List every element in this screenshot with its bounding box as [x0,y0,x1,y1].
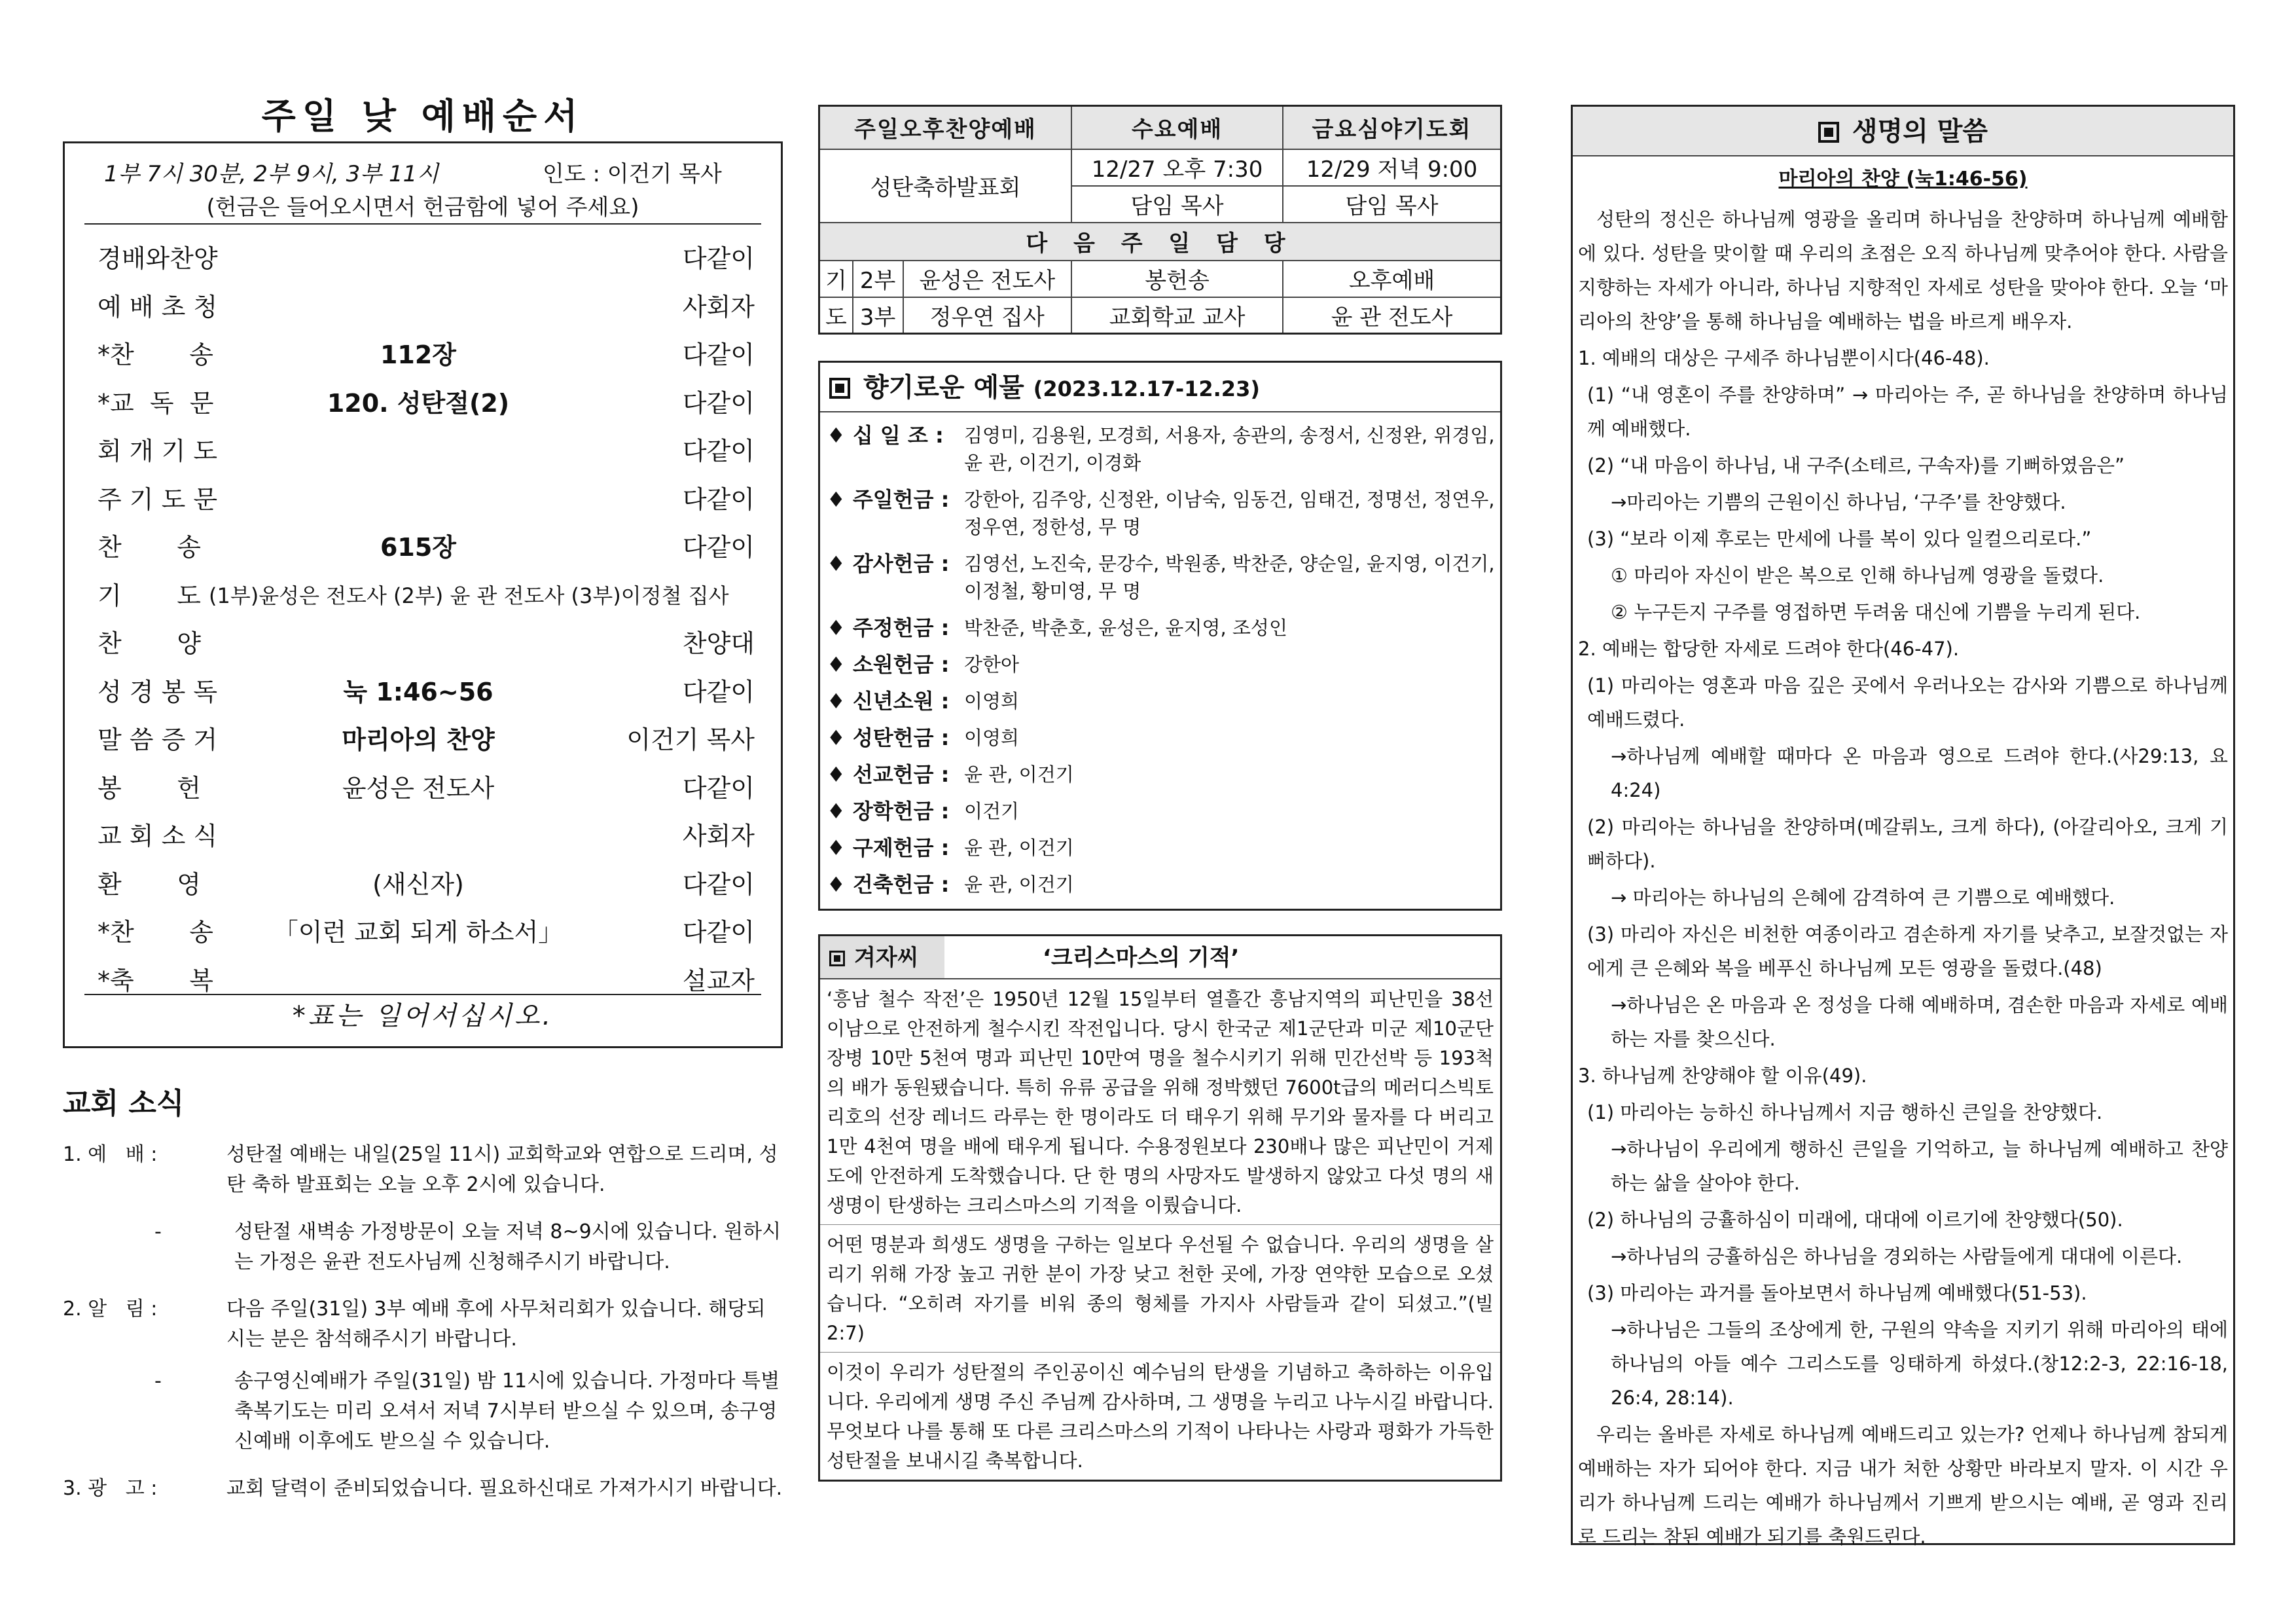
offering-row [820,866,1500,902]
news-item [63,1474,783,1504]
order-item-content: 112장 [380,340,457,369]
schedule-cell: 12/29 저녁 9:00 [1283,149,1501,186]
story-tag-text: 겨자씨 [854,945,919,971]
order-item-name: 환 영 [98,869,201,899]
news-item [63,1294,783,1355]
order-item-name: 경배와찬양 [98,244,218,273]
offering-row [820,829,1500,866]
offering-label: ♦ 장학헌금 : [827,799,950,824]
offering-label: ♦ 성탄헌금 : [827,725,950,750]
order-item-by: 사회자 [682,822,755,850]
offering-label: ♦ 소원헌금 : [827,652,950,677]
sermon-line: 성탄의 정신은 하나님께 영광을 올리며 하나님을 찬양하며 하나님께 예배함에 있다. 성탄을 맞이할 때 우리의 초점은 오직 하나님께 맞추어야 한다. 사람을 지향하는 자세가 아니라, 하나님 지향적인 자세로 성탄을 맞아야 한다. 오늘 ‘마리아의 찬양’을 통해 하나님을 예배하는 법을 바르게 배우자. [1578,208,2228,333]
offering-label: ♦ 신년소원 : [827,689,950,714]
order-row [84,572,761,621]
order-item-by: 이건기 목사 [626,725,755,754]
offerings-date: (2023.12.17-12.23) [1033,376,1260,401]
offerings-title [820,363,1500,412]
order-item-content: 윤성은 전도사 [342,773,495,803]
offering-names: 김영선, 노진숙, 문강수, 박원종, 박찬준, 양순일, 윤지영, 이건기, 이정철, 황미영, 무 명 [964,553,1495,602]
duty-service: 2부 [853,261,903,297]
story-title: ‘크리스마스의 기적’ [1043,945,1240,971]
order-item-content: 615장 [380,533,457,562]
offering-note: (헌금은 들어오시면서 헌금함에 넣어 주세요) [84,191,761,225]
sermon-subtitle: 마리아의 찬양 (눅1:46-56) [1778,168,2028,191]
sermon-line: 우리는 올바른 자세로 하나님께 예배드리고 있는가? 언제나 하나님께 참되게 예배하는 자가 되어야 한다. 지금 내가 처한 상황만 바라보지 말자. 이 시간 우리가 하나님께 드리는 예배가 하나님께서 기쁘게 받으시는 예배, 곧 영과 진리로 드리는 참된 예배가 되기를 축원드린다. [1578,1423,2228,1548]
order-item-by: 다같이 [682,340,755,369]
schedule-header: 수요예배 [1071,106,1283,149]
sermon-line: (2) “내 마음이 하나님, 내 구주(소테르, 구속자)를 기뻐하였음은” [1587,454,2125,477]
offering-names: 이영희 [964,690,1020,712]
offering-label: ♦ 건축헌금 : [827,872,950,897]
church-news-list [63,1140,783,1504]
offering-song-head: 봉헌송 [1071,261,1283,297]
offering-row [820,719,1500,756]
news-text: 송구영신예배가 주일(31일) 밤 11시에 있습니다. 가정마다 특별 축복기도는 미리 오셔서 저녁 7시부터 받으실 수 있으며, 송구영신예배 이후에도 받으실 수 있습니다. [234,1370,780,1453]
order-row [84,428,761,476]
order-row [84,524,761,572]
duty-person: 윤성은 전도사 [903,261,1071,297]
offering-label: ♦ 구제헌금 : [827,835,950,860]
sermon-line: (3) “보라 이제 후로는 만세에 나를 복이 있다 일컬으리로다.” [1587,528,2092,550]
offering-row [820,792,1500,829]
schedule-cell: 담임 목사 [1283,186,1501,223]
order-item-by: 다같이 [682,533,755,562]
sermon-line: → 마리아는 하나님의 은혜에 감격하여 큰 기쁨으로 예배했다. [1611,886,2115,909]
order-item-by: 다같이 [682,869,755,899]
order-row [84,331,761,380]
news-text: 성탄절 새벽송 가정방문이 오늘 저녁 8~9시에 있습니다. 원하시는 가정은 윤관 전도사님께 신청해주시기 바랍니다. [234,1220,781,1273]
worship-order-box [63,141,783,1048]
order-item-name: 성 경 봉 독 [98,677,218,706]
offering-song-person: 교회학교 교사 [1071,297,1283,334]
news-label: 3. 광 고 : [63,1477,158,1500]
offering-row [820,756,1500,792]
worship-order-column [63,92,783,1513]
order-item-content: 눅 1:46~56 [343,677,493,706]
sermon-line: (1) “내 영혼이 주를 찬양하며” → 마리아는 주, 곧 하나님을 찬양하며 하나님께 예배했다. [1587,384,2228,440]
sermon-line: →하나님은 온 마음과 온 정성을 다해 예배하며, 겸손한 마음과 자세로 예배하는 자를 찾으신다. [1611,994,2228,1050]
order-row [84,716,761,765]
order-item-name: *교 독 문 [98,388,214,418]
offering-names: 김영미, 김용원, 모경희, 서용자, 송관의, 송정서, 신정완, 위경임, 윤 관, 이건기, 이경화 [964,424,1495,474]
service-schedule-table [818,105,1502,335]
news-label: - [154,1220,162,1243]
offerings-list [820,412,1500,909]
sermon-body [1573,202,2233,1554]
order-item-content: 「이런 교회 되게 하소서」 [273,918,564,947]
square-bullet-icon [829,951,845,966]
offering-names: 윤 관, 이건기 [964,837,1074,859]
story-tag [820,936,944,978]
news-item [63,1217,783,1277]
square-bullet-icon [829,378,850,399]
order-item-name: 예 배 초 청 [98,292,218,321]
sermon-line: (1) 마리아는 능하신 하나님께서 지금 행하신 큰일을 찬양했다. [1587,1101,2103,1123]
order-row [84,476,761,524]
order-item-by: 다같이 [682,388,755,418]
sermon-line: ① 마리아 자신이 받은 복으로 인해 하나님께 영광을 돌렸다. [1611,564,2104,587]
news-item [63,1140,783,1200]
order-item-name: *축 복 [98,966,213,995]
order-item-by: 찬양대 [682,629,755,658]
schedule-column [818,105,1502,1482]
schedule-cell: 12/27 오후 7:30 [1071,149,1283,186]
offering-label: ♦ 주일헌금 : [827,487,950,512]
order-item-name: 교 회 소 식 [98,822,218,850]
order-item-content: (새신자) [372,869,464,899]
worship-order-list [84,235,761,1005]
offering-row [820,481,1500,545]
news-text: 교회 달력이 준비되었습니다. 필요하신대로 가져가시기 바랍니다. [226,1477,783,1500]
order-row [84,909,761,957]
sermon-line: (2) 하나님의 긍휼하심이 미래에, 대대에 이르기에 찬양했다(50). [1587,1209,2123,1231]
sermon-line: 2. 예배는 합당한 자세로 드려야 한다(46-47). [1578,638,1960,660]
offering-names: 이건기 [964,800,1020,822]
order-item-name: *찬 송 [98,340,213,369]
offering-row [820,646,1500,682]
worship-order-header [84,158,761,191]
worship-order-title: 주일 낮 예배순서 [261,96,584,137]
offering-row [820,545,1500,609]
news-text: 다음 주일(31일) 3부 예배 후에 사무처리회가 있습니다. 해당되시는 분은 참석해주시기 바랍니다. [226,1298,766,1351]
offering-label: ♦ 주정헌금 : [827,615,950,640]
order-item-by: 다같이 [682,773,755,803]
schedule-cell: 담임 목사 [1071,186,1283,223]
order-item-content: 마리아의 찬양 [342,725,495,754]
word-of-life-box [1571,105,2235,1548]
order-item-name: 말 씀 증 거 [98,725,218,754]
story-paragraph: 이것이 우리가 성탄절의 주인공이신 예수님의 탄생을 기념하고 축하하는 이유입니다. 우리에게 생명 주신 주님께 감사하며, 그 생명을 누리고 나누시길 바랍니다. 무엇보다 나를 통해 또 다른 크리스마스의 기적이 나타나는 사랑과 평화가 가득한 성탄절을 보내시길 축복합니다. [827,1361,1494,1472]
order-row [84,668,761,717]
church-news-title: 교회 소식 [63,1087,185,1120]
next-sunday-title: 다 음 주 일 담 당 [819,223,1501,261]
schedule-cell: 성탄축하발표회 [819,149,1072,223]
order-row [84,861,761,909]
mustard-seed-box [818,934,1502,1482]
sermon-line: →하나님은 그들의 조상에게 한, 구원의 약속을 지키기 위해 마리아의 태에 하나님의 아들 예수 그리스도를 잉태하게 하셨다.(창12:2-3, 22:16-18, 26:4, 28:14). [1611,1319,2228,1409]
offering-label: ♦ 선교헌금 : [827,762,950,787]
offerings-title-text: 향기로운 예물 [863,373,1024,403]
service-times: 1부 7시 30분, 2부 9시, 3부 11시 [104,161,439,187]
duty-label: 기 [819,261,853,297]
order-row [84,235,761,283]
offering-names: 이영희 [964,727,1020,749]
sermon-line: 1. 예배의 대상은 구세주 하나님뿐이시다(46-48). [1578,347,1990,369]
order-item-name: *찬 송 [98,918,213,947]
sermon-line: ② 누구든지 구주를 영접하면 두려움 대신에 기쁨을 누리게 된다. [1611,601,2141,623]
offering-names: 윤 관, 이건기 [964,873,1074,896]
sermon-line: →하나님의 긍휼하심은 하나님을 경외하는 사람들에게 대대에 이른다. [1611,1245,2183,1267]
offering-names: 윤 관, 이건기 [964,763,1074,786]
offerings-box [818,361,1502,911]
order-item-name: 주 기 도 문 [98,484,218,514]
sermon-line: (3) 마리아 자신은 비천한 여종이라고 겸손하게 자기를 낮추고, 보잘것없는 자에게 큰 은혜와 복을 베푸신 하나님께 모든 영광을 돌렸다.(48) [1587,923,2228,979]
news-item [63,1366,783,1457]
offering-row [820,609,1500,646]
order-item-by: 다같이 [682,437,755,465]
square-bullet-icon [1818,122,1839,143]
order-item-by: 다같이 [682,677,755,706]
order-item-name: 기 도 [98,581,201,610]
order-item-by: 다같이 [682,244,755,273]
order-item-name: 찬 양 [98,629,201,658]
news-label: - [154,1370,162,1393]
afternoon-service-head: 오후예배 [1283,261,1501,297]
sermon-line: (2) 마리아는 하나님을 찬양하며(메갈뤼노, 크게 하다), (아갈리아오, 크게 기뻐하다). [1587,816,2228,872]
sermon-line: (1) 마리아는 영혼과 마음 깊은 곳에서 우러나오는 감사와 기쁨으로 하나님께 예배드렸다. [1587,674,2228,731]
news-label: 1. 예 배 : [63,1143,158,1166]
word-title-text: 생명의 말씀 [1852,117,1988,147]
sermon-line: →하나님께 예배할 때마다 온 마음과 영으로 드려야 한다.(사29:13, 요4:24) [1611,745,2228,801]
news-label: 2. 알 림 : [63,1298,158,1321]
order-row [84,283,761,332]
sermon-line: →마리아는 기쁨의 근원이신 하나님, ‘구주’를 찬양했다. [1611,491,2066,513]
duty-label: 도 [819,297,853,334]
order-item-content: (1부)윤성은 전도사 (2부) 윤 관 전도사 (3부)이정철 집사 [209,583,729,608]
order-row [84,380,761,428]
offering-names: 박찬준, 박춘호, 윤성은, 윤지영, 조성인 [964,617,1287,639]
offering-names: 강한아 [964,653,1020,676]
standing-footnote: *표는 일어서십시오. [84,994,761,1040]
story-paragraph: 어떤 명분과 희생도 생명을 구하는 일보다 우선될 수 없습니다. 우리의 생명을 살리기 위해 가장 높고 귀한 분이 가장 낮고 천한 곳에, 가장 연약한 모습으로 오셨습니다. “오히려 자기를 비워 종의 형체를 가지사 사람들과 같이 되셨고.”(빌 2:7) [820,1225,1500,1353]
order-item-name: 회 개 기 도 [98,437,218,465]
sermon-line: (3) 마리아는 과거를 돌아보면서 하나님께 예배했다(51-53). [1587,1282,2087,1304]
offering-label: ♦ 감사헌금 : [827,551,950,576]
order-row [84,620,761,668]
sermon-line: →하나님이 우리에게 행하신 큰일을 기억하고, 늘 하나님께 예배하고 찬양하는 삶을 살아야 한다. [1611,1138,2228,1194]
order-row [84,765,761,813]
offering-names: 강한아, 김주앙, 신정완, 이남숙, 임동건, 임태건, 정명선, 정연우, 정우연, 정한성, 무 명 [964,488,1495,538]
schedule-header: 금요심야기도회 [1283,106,1501,149]
news-text: 성탄절 예배는 내일(25일 11시) 교회학교와 연합으로 드리며, 성탄 축하 발표회는 오늘 오후 2시에 있습니다. [226,1143,778,1196]
order-item-by: 다같이 [682,484,755,514]
order-item-name: 찬 송 [98,533,201,562]
story-paragraph: ‘흥남 철수 작전’은 1950년 12월 15일부터 열흘간 흥남지역의 피난민을 38선 이남으로 안전하게 철수시킨 작전입니다. 당시 한국군 제1군단과 미군 제10군단 장병 10만 5천여 명과 피난민 10만여 명을 철수시키기 위해 민간선박 등 193척의 배가 동원됐습니다. 특히 유류 공급을 위해 정박했던 7600t급의 메러디스빅토리호의 선장 레너드 라루는 한 명이라도 더 태우기 위해 무기와 물자를 다 버리고 1만 4천여 명을 배에 태우게 됩니다. 수용정원보다 230배나 많은 피난민이 거제도에 안전하게 도착했습니다. 단 한 명의 사망자도 발생하지 않았고 다섯 명의 새 생명이 탄생하는 크리스마스의 기적을 이뤘습니다. [820,979,1500,1225]
order-item-by: 사회자 [682,292,755,321]
word-title [1573,107,2233,156]
order-item-name: 봉 헌 [98,773,201,803]
service-leader: 인도 : 이건기 목사 [543,161,722,187]
schedule-header: 주일오후찬양예배 [819,106,1072,149]
order-item-by: 다같이 [682,918,755,947]
afternoon-service-person: 윤 관 전도사 [1283,297,1501,334]
offering-row [820,682,1500,719]
duty-service: 3부 [853,297,903,334]
duty-person: 정우연 집사 [903,297,1071,334]
order-item-by: 설교자 [682,966,755,995]
order-row [84,812,761,861]
offering-label: ♦ 십 일 조 : [827,423,944,448]
story-header [820,936,1500,979]
sermon-line: 3. 하나님께 찬양해야 할 이유(49). [1578,1065,1867,1087]
order-item-content: 120. 성탄절(2) [327,388,510,418]
offering-row [820,416,1500,481]
